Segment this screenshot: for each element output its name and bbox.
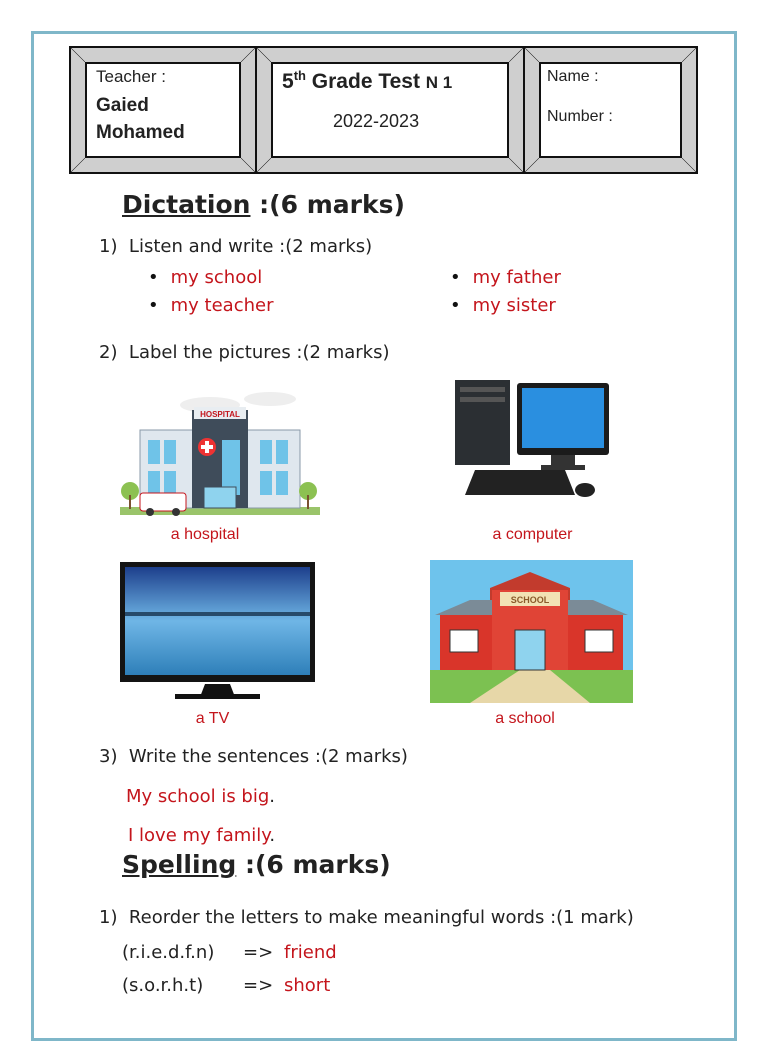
list-item: • my school: [148, 267, 263, 288]
title-text: Grade Test: [305, 70, 426, 93]
scrambled-letters: (s.o.r.h.t): [122, 975, 204, 996]
sentence-2: [128, 825, 275, 846]
list-item: [122, 942, 337, 963]
caption-hospital: a hospital: [170, 526, 240, 543]
title-grade: 5: [282, 70, 294, 93]
caption-school: a school: [495, 710, 555, 727]
teacher-first-name: Gaied: [96, 95, 149, 116]
word-answer: my teacher: [170, 295, 274, 316]
title-number: N 1: [425, 73, 453, 92]
teacher-label: Teacher :: [96, 67, 166, 86]
school-sign: SCHOOL: [510, 595, 550, 605]
computer-icon: [455, 375, 615, 505]
spelling-heading-word: Spelling: [122, 850, 237, 879]
hospital-icon: [120, 385, 320, 520]
dictation-heading-marks: :(6 marks): [250, 190, 405, 219]
sentence-answer: My school is big: [126, 786, 270, 807]
school-icon: [430, 560, 633, 703]
dictation-q3: 3) Write the sentences :(2 marks): [99, 746, 408, 767]
title-sup: th: [293, 68, 306, 83]
dictation-heading: [122, 190, 405, 219]
spelling-heading-marks: :(6 marks): [236, 850, 391, 879]
arrow: =>: [243, 942, 274, 963]
test-title: [282, 68, 452, 94]
caption-tv: a TV: [195, 710, 230, 727]
dictation-q2: 2) Label the pictures :(2 marks): [99, 342, 390, 363]
sentence-period: .: [269, 786, 276, 807]
spelling-heading: [122, 850, 391, 879]
caption-computer: a computer: [492, 526, 573, 543]
sentence-1: [126, 786, 275, 807]
list-item: • my sister: [450, 295, 556, 316]
school-year: 2022-2023: [333, 111, 420, 131]
hospital-sign: HOSPITAL: [200, 410, 240, 419]
list-item: • my father: [450, 267, 561, 288]
tv-icon: [120, 562, 315, 702]
title-box: [255, 46, 525, 174]
spelling-answer: short: [284, 975, 331, 996]
dictation-q1: 1) Listen and write :(2 marks): [99, 236, 373, 257]
teacher-name: [96, 92, 236, 146]
list-item: • my teacher: [148, 295, 274, 316]
scrambled-letters: (r.i.e.d.f.n): [122, 942, 215, 963]
spelling-answer: friend: [284, 942, 337, 963]
sentence-answer: I love my family: [128, 825, 270, 846]
arrow: =>: [243, 975, 274, 996]
word-answer: my sister: [472, 295, 556, 316]
sentence-period: .: [269, 825, 276, 846]
number-label: Number :: [547, 108, 613, 125]
spelling-q1: 1) Reorder the letters to make meaningful words :(1 mark): [99, 907, 634, 928]
name-label: Name :: [547, 68, 599, 85]
word-answer: my school: [170, 267, 263, 288]
dictation-heading-word: Dictation: [122, 190, 251, 219]
teacher-last-name: Mohamed: [96, 122, 185, 143]
word-answer: my father: [472, 267, 561, 288]
list-item: [122, 975, 331, 996]
